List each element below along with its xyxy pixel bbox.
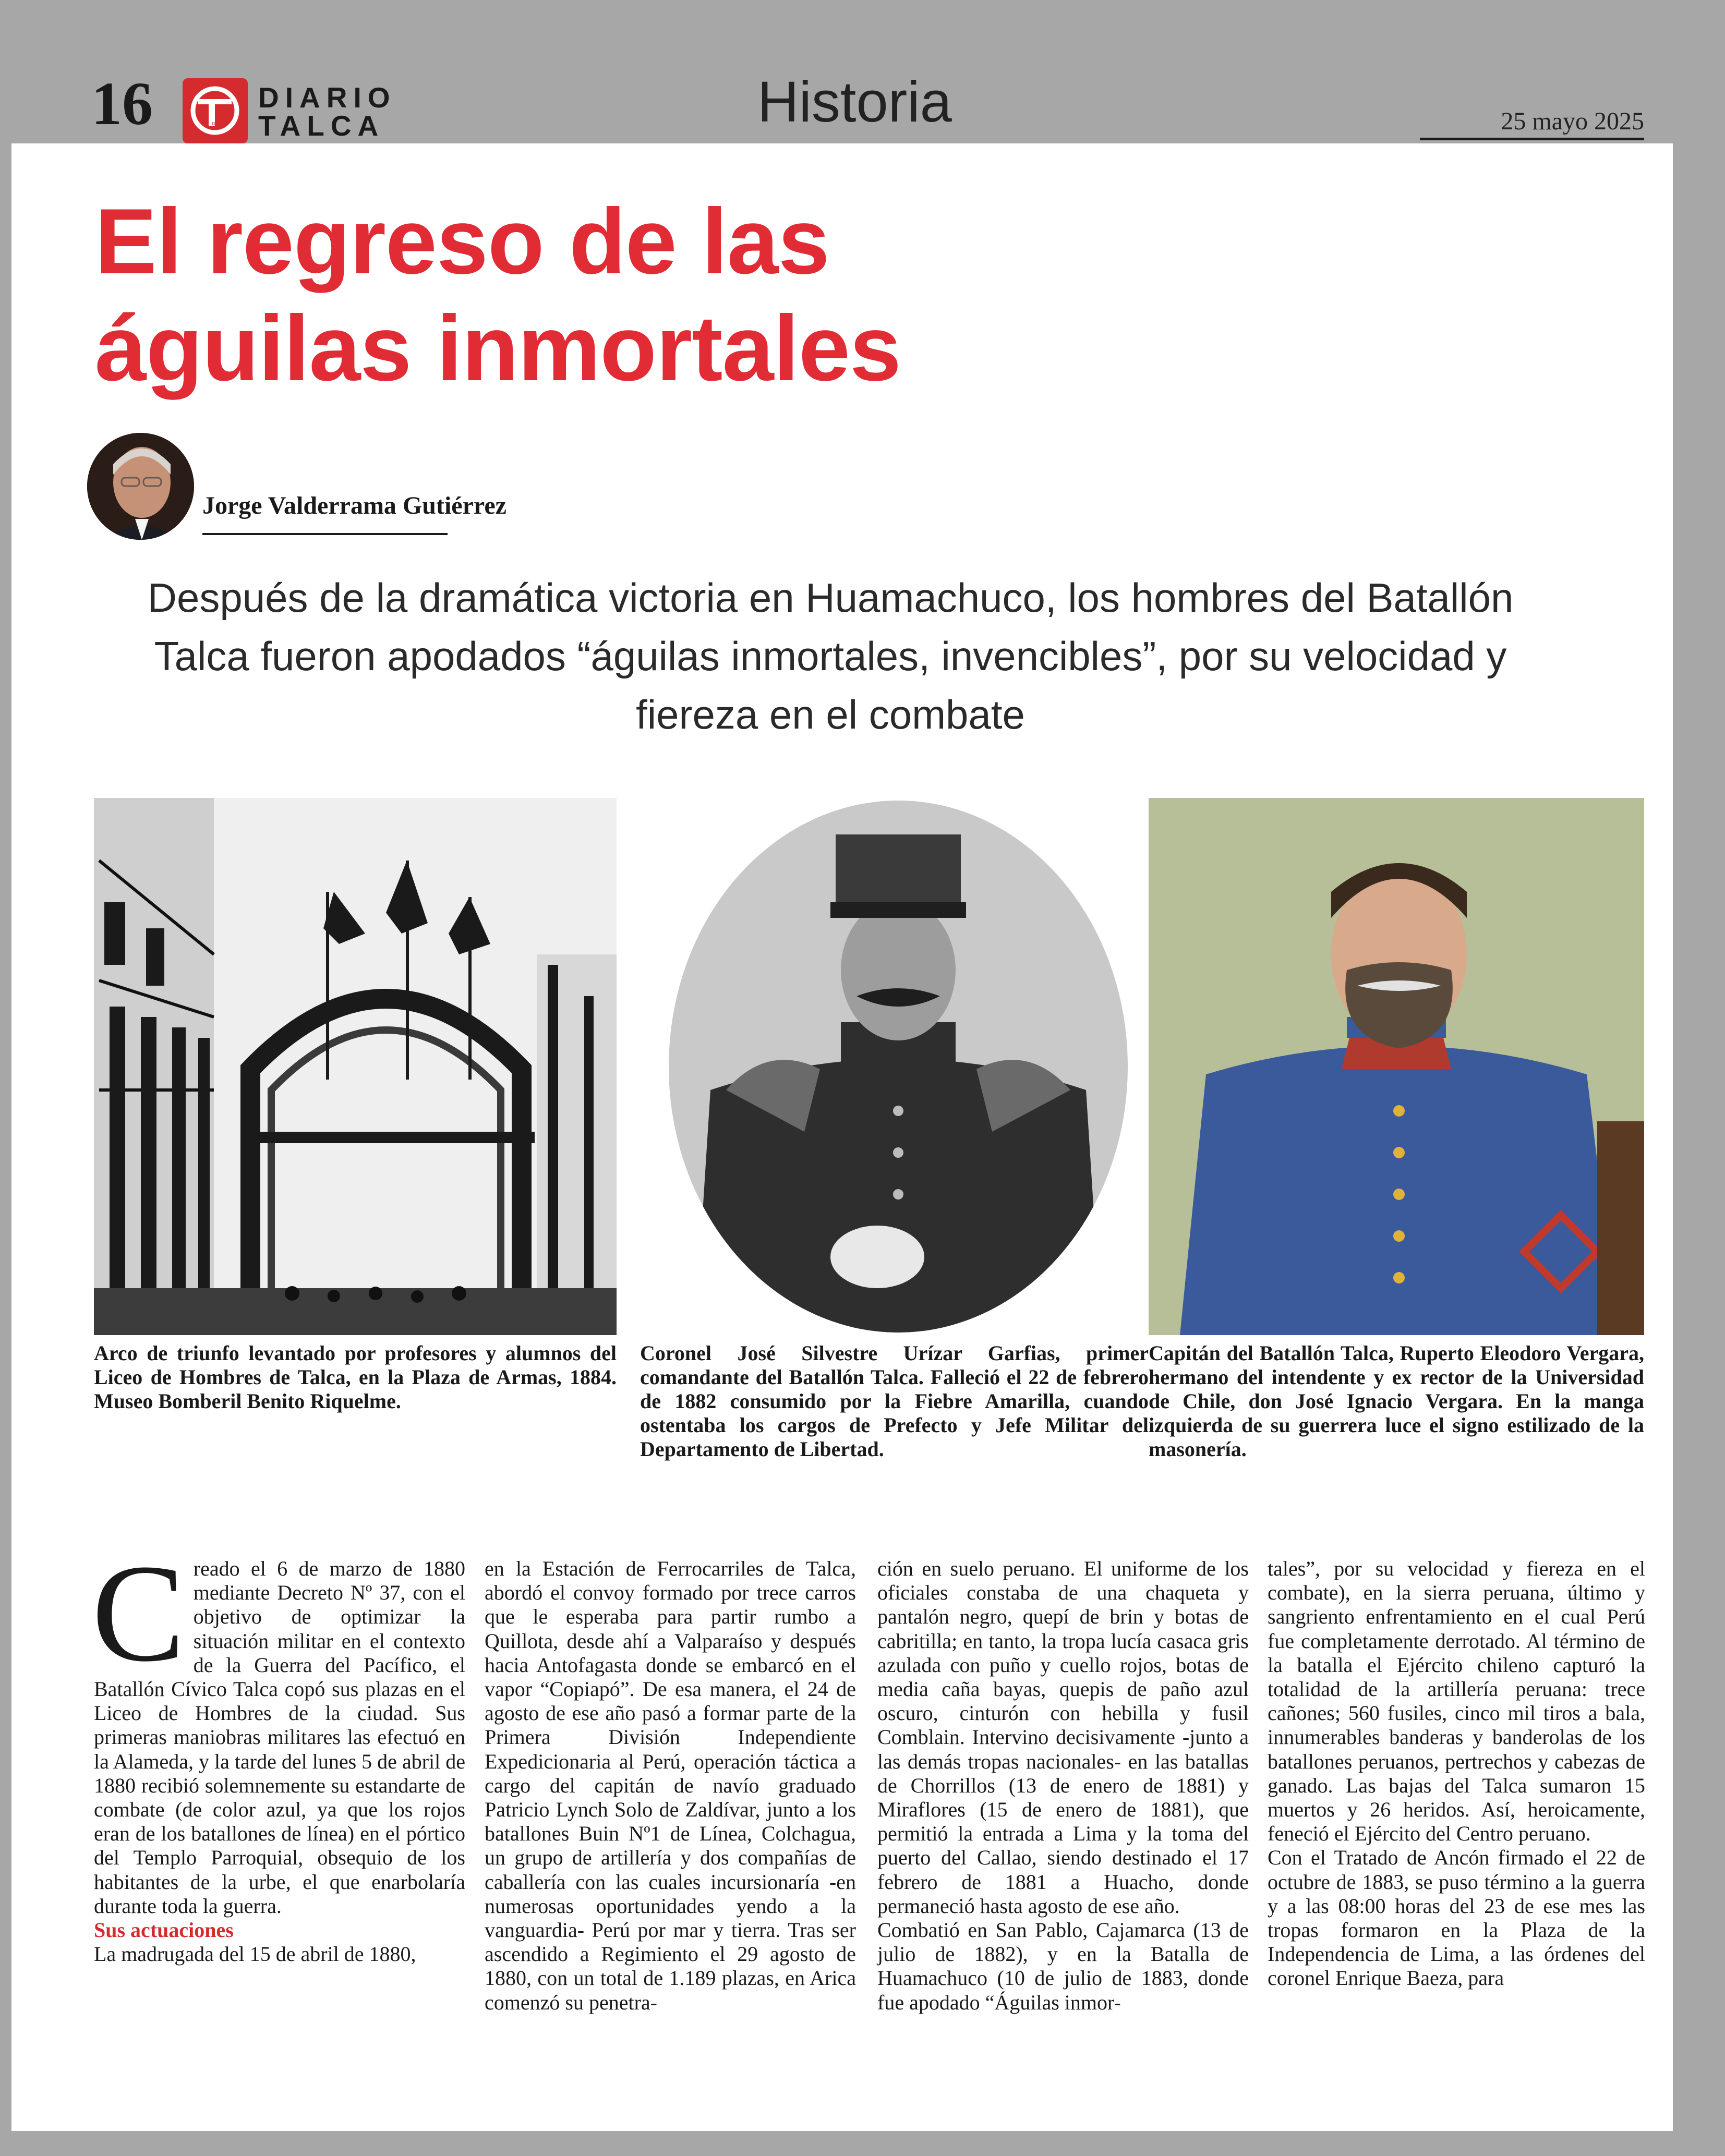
brand-line-2: TALCA [258, 110, 385, 142]
photo-capitan-vergara [1149, 798, 1644, 1335]
page-header [11, 0, 1673, 143]
diario-talca-logo [183, 78, 402, 143]
author-avatar [87, 433, 194, 540]
body-column-4 [1268, 1557, 1645, 1991]
title-line-2: águilas inmortales [95, 296, 901, 400]
body-paragraph: tales”, por su velocidad y fiereza en el combate), en la sierra peruana, último y sangriento enfrentamiento en el cual Perú fue completamente derrotado. Al término de la batalla el Ejército chileno capturó la totalidad de la artillería peruana: trece cañones; 560 fusiles, cinco mil tiros a bala, innumerables banderas y banderolas de los batallones peruanos, pertrechos y cabezas de ganado. Las bajas del Talca sumaron 15 muertos y 26 heridos. Así, heroicamente, feneció el Ejército del Centro peruano. [1268, 1557, 1645, 1846]
photo-coronel-urizar [648, 798, 1149, 1335]
logo-monogram: DT [212, 122, 218, 126]
body-paragraph: La madrugada del 15 de abril de 1880, [94, 1942, 416, 1966]
photo-triumphal-arch [94, 798, 617, 1335]
section-title: Historia [757, 70, 952, 134]
body-paragraph [92, 1535, 465, 1918]
body-paragraph: ción en suelo peruano. El uniforme de los oficiales constaba de una chaqueta y pantalón negro, quepí de brin y botas de cabritilla; en tanto, la tropa lucía casaca gris azulada con puño y cuello rojos, botas de media caña bayas, quepis de paño azul oscuro, cinturón con hebilla y fusil Comblain. Intervino decisivamente -junto a las demás tropas nacionales- en las batallas de Chorrillos (13 de enero de 1881) y Miraflores (15 de enero de 1881), que permitió la entrada a Lima y la toma del puerto del Callao, siendo destinado el 17 febrero de 1881 a Huacho, donde permaneció hasta agosto de ese año. [877, 1557, 1249, 1918]
caption-capitan-vergara: Capitán del Batallón Talca, Ruperto Eleodoro Vergara, hermano del intendente y ex rector de la Universidad de Chile, don José Ignacio Vergara. En la manga izquierda de su guerrera luce el signo estilizado de la masonería. [1149, 1341, 1644, 1461]
title-line-1: El regreso de las [95, 189, 829, 293]
body-paragraph: en la Estación de Ferrocarriles de Talca, abordó el convoy formado por trece carros que le esperaba para partir rumbo a Quillota, desde ahí a Valparaíso y después hacia Antofagasta donde se embarcó en el vapor “Copiapó”. De esa manera, el 24 de agosto de ese año pasó a formar parte de la Primera División Independiente Expedicionaria al Perú, operación táctica a cargo del capitán de navío graduado Patricio Lynch Solo de Zaldívar, junto a los batallones Buin Nº1 de Línea, Colchagua, un grupo de artillería y dos compañías de caballería con las cuales incursionaría -en numerosas oportunidades yendo a la vanguardia- Perú por mar y tierra. Tras ser ascendido a Regimiento el 29 agosto de 1880, con un total de 1.189 plazas, en Arica comenzó su penetra- [485, 1557, 856, 2014]
caption-triumphal-arch: Arco de triunfo levantado por profesores y alumnos del Liceo de Hombres de Talca, en la Plaza de Armas, 1884. Museo Bomberil Benito Riquelme. [94, 1341, 617, 1413]
page-number: 16 [91, 69, 153, 138]
drop-cap: C [92, 1535, 185, 1690]
brand-line-1: DIARIO [258, 81, 396, 114]
paragraph-text: reado el 6 de marzo de 1880 mediante Decreto Nº 37, con el objetivo de optimizar la situación militar en el contexto de la Guerra del Pacífico, el Batallón Cívico Talca copó sus plazas en el Liceo de Hombres de la ciudad. Sus primeras maniobras militares las efectuó en la Alameda, y la tarde del lunes 5 de abril de 1880 recibió solemnemente su estandarte de combate (de color azul, ya que los rojos eran de los batallones de línea) en el pórtico del Templo Parroquial, obsequio de los habitantes de la urbe, el que enarbolaría durante toda la guerra. [94, 1557, 465, 1918]
body-paragraph: Combatió en San Pablo, Cajamarca (13 de julio de 1882), y en la Batalla de Huamachuco (10 de julio de 1883, donde fue apodado “Águilas inmor- [877, 1918, 1249, 2014]
newspaper-page [11, 0, 1673, 2131]
article-title [95, 188, 901, 402]
logo-mark-icon [183, 78, 248, 143]
body-column-2 [485, 1557, 856, 2015]
caption-coronel-urizar: Coronel José Silvestre Urízar Garfias, primer comandante del Batallón Talca. Falleció el 22 de febrero de 1882 consumido por la Fiebre Amarilla, cuando ostentaba los cargos de Prefecto y Jefe Militar del Departamento de Libertad. [640, 1341, 1149, 1461]
issue-date: 25 mayo 2025 [1420, 107, 1644, 140]
body-paragraph: Con el Tratado de Ancón firmado el 22 de octubre de 1883, se puso término a la guerra y a las 08:00 horas del 23 de ese mes las tropas formaron en la Plaza de la Independencia de Lima, a las órdenes del coronel Enrique Baeza, para [1268, 1846, 1645, 1990]
article-deck: Después de la dramática victoria en Huamachuco, los hombres del Batallón Talca fueron apodados “águilas inmortales, invencibles”, por su velocidad y fiereza en el combate [147, 575, 1514, 737]
author-name: Jorge Valderrama Gutiérrez [202, 492, 506, 519]
body-column-1 [92, 1535, 465, 1966]
subheading-actuaciones: Sus actuaciones [94, 1918, 234, 1942]
body-column-3 [877, 1557, 1249, 2015]
author-divider [202, 533, 448, 535]
brand-name [258, 83, 396, 140]
